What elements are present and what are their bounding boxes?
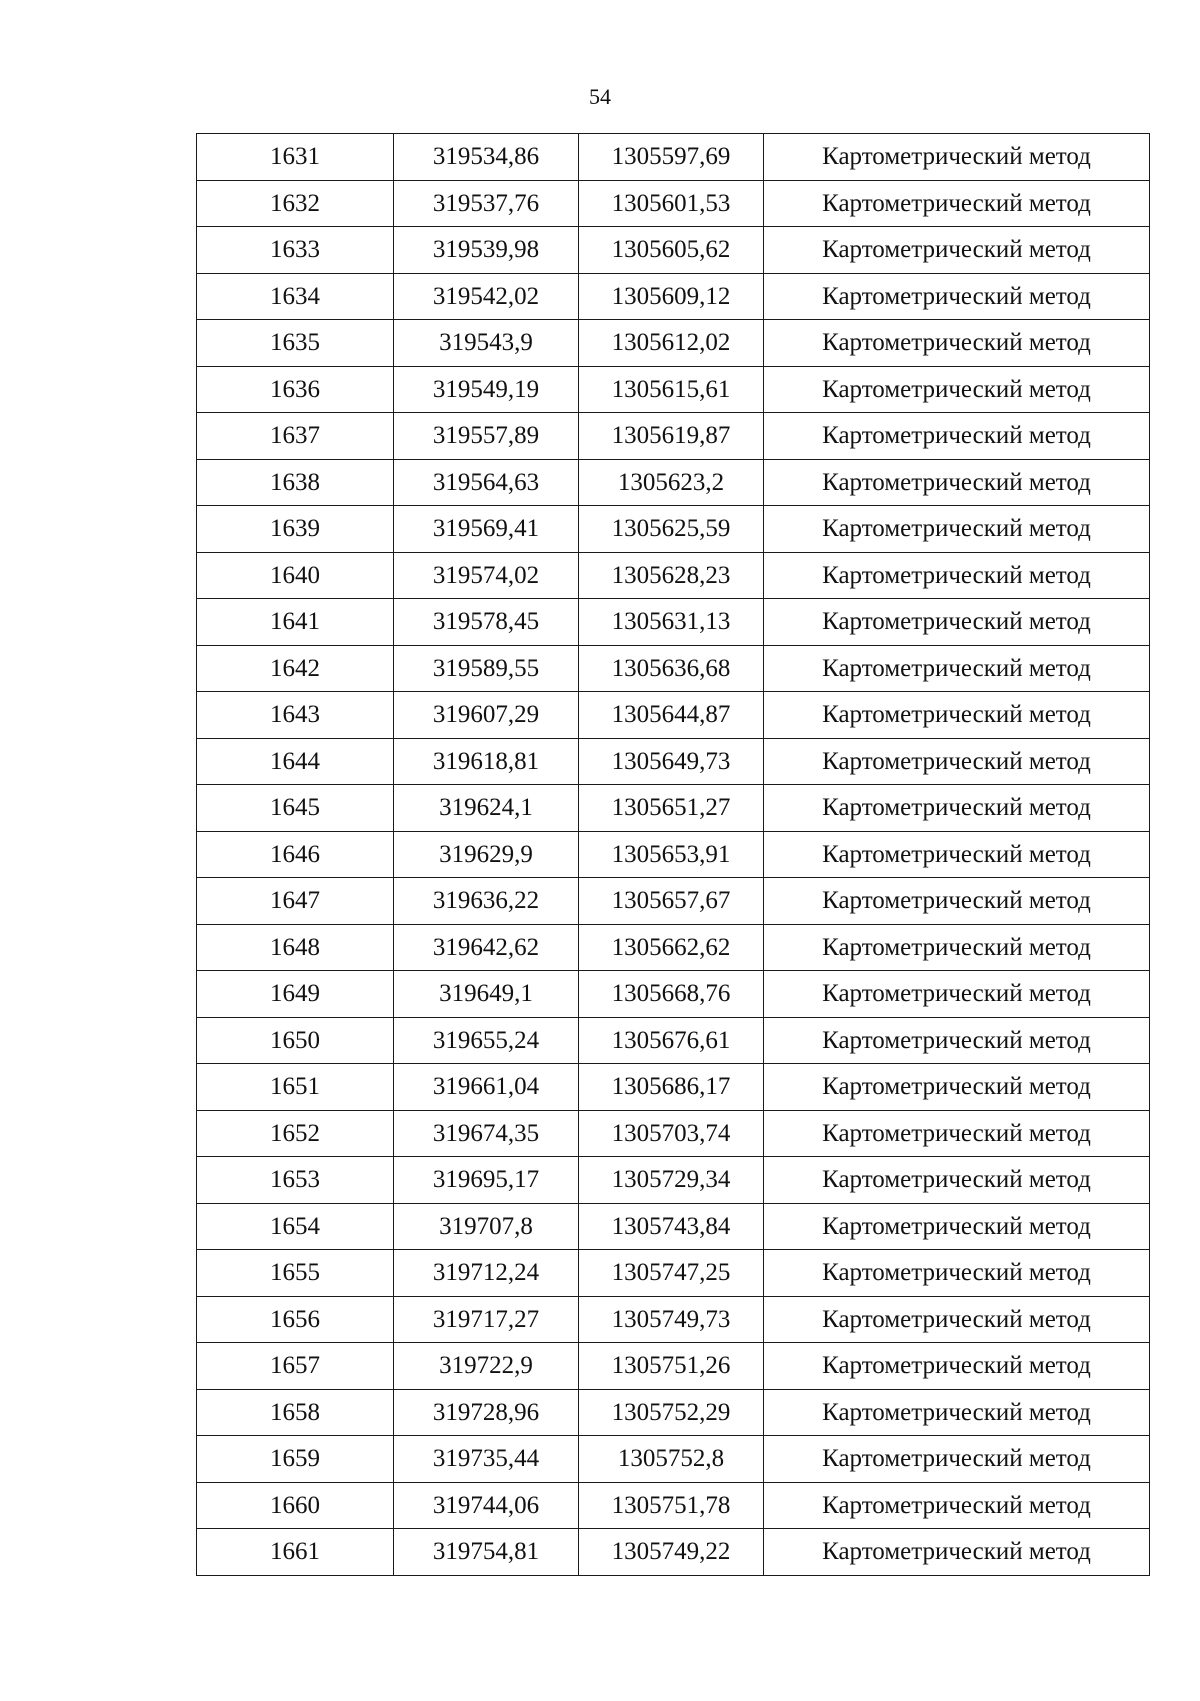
x-coordinate-cell: 319661,04 <box>394 1064 579 1111</box>
x-coordinate-cell: 319557,89 <box>394 413 579 460</box>
table-row <box>197 785 1150 832</box>
y-coordinate-cell: 1305751,78 <box>579 1482 764 1529</box>
point-number-cell: 1650 <box>197 1017 394 1064</box>
method-cell: Картометрический метод <box>764 1436 1150 1483</box>
method-cell: Картометрический метод <box>764 1343 1150 1390</box>
y-coordinate-cell: 1305653,91 <box>579 831 764 878</box>
y-coordinate-cell: 1305625,59 <box>579 506 764 553</box>
table-row <box>197 180 1150 227</box>
method-cell: Картометрический метод <box>764 831 1150 878</box>
x-coordinate-cell: 319578,45 <box>394 599 579 646</box>
table-row <box>197 1157 1150 1204</box>
point-number-cell: 1651 <box>197 1064 394 1111</box>
table-row <box>197 1250 1150 1297</box>
point-number-cell: 1653 <box>197 1157 394 1204</box>
y-coordinate-cell: 1305668,76 <box>579 971 764 1018</box>
point-number-cell: 1633 <box>197 227 394 274</box>
method-cell: Картометрический метод <box>764 320 1150 367</box>
point-number-cell: 1657 <box>197 1343 394 1390</box>
method-cell: Картометрический метод <box>764 738 1150 785</box>
x-coordinate-cell: 319636,22 <box>394 878 579 925</box>
point-number-cell: 1660 <box>197 1482 394 1529</box>
x-coordinate-cell: 319728,96 <box>394 1389 579 1436</box>
point-number-cell: 1644 <box>197 738 394 785</box>
y-coordinate-cell: 1305651,27 <box>579 785 764 832</box>
x-coordinate-cell: 319539,98 <box>394 227 579 274</box>
y-coordinate-cell: 1305703,74 <box>579 1110 764 1157</box>
x-coordinate-cell: 319712,24 <box>394 1250 579 1297</box>
y-coordinate-cell: 1305747,25 <box>579 1250 764 1297</box>
method-cell: Картометрический метод <box>764 1250 1150 1297</box>
x-coordinate-cell: 319735,44 <box>394 1436 579 1483</box>
method-cell: Картометрический метод <box>764 1296 1150 1343</box>
point-number-cell: 1632 <box>197 180 394 227</box>
table-row <box>197 413 1150 460</box>
table-row <box>197 878 1150 925</box>
point-number-cell: 1648 <box>197 924 394 971</box>
table-row <box>197 273 1150 320</box>
y-coordinate-cell: 1305729,34 <box>579 1157 764 1204</box>
method-cell: Картометрический метод <box>764 273 1150 320</box>
method-cell: Картометрический метод <box>764 180 1150 227</box>
method-cell: Картометрический метод <box>764 1529 1150 1576</box>
method-cell: Картометрический метод <box>764 971 1150 1018</box>
point-number-cell: 1647 <box>197 878 394 925</box>
method-cell: Картометрический метод <box>764 785 1150 832</box>
x-coordinate-cell: 319574,02 <box>394 552 579 599</box>
page-number: 54 <box>589 84 611 109</box>
y-coordinate-cell: 1305623,2 <box>579 459 764 506</box>
point-number-cell: 1654 <box>197 1203 394 1250</box>
method-cell: Картометрический метод <box>764 1017 1150 1064</box>
y-coordinate-cell: 1305619,87 <box>579 413 764 460</box>
y-coordinate-cell: 1305597,69 <box>579 134 764 181</box>
table-row <box>197 459 1150 506</box>
method-cell: Картометрический метод <box>764 1482 1150 1529</box>
point-number-cell: 1637 <box>197 413 394 460</box>
point-number-cell: 1646 <box>197 831 394 878</box>
point-number-cell: 1638 <box>197 459 394 506</box>
table-row <box>197 924 1150 971</box>
table-row <box>197 1343 1150 1390</box>
x-coordinate-cell: 319618,81 <box>394 738 579 785</box>
table-row <box>197 1482 1150 1529</box>
y-coordinate-cell: 1305657,67 <box>579 878 764 925</box>
method-cell: Картометрический метод <box>764 878 1150 925</box>
y-coordinate-cell: 1305662,62 <box>579 924 764 971</box>
point-number-cell: 1635 <box>197 320 394 367</box>
method-cell: Картометрический метод <box>764 1110 1150 1157</box>
point-number-cell: 1658 <box>197 1389 394 1436</box>
method-cell: Картометрический метод <box>764 924 1150 971</box>
x-coordinate-cell: 319564,63 <box>394 459 579 506</box>
x-coordinate-cell: 319695,17 <box>394 1157 579 1204</box>
y-coordinate-cell: 1305676,61 <box>579 1017 764 1064</box>
x-coordinate-cell: 319744,06 <box>394 1482 579 1529</box>
method-cell: Картометрический метод <box>764 1203 1150 1250</box>
table-row <box>197 1017 1150 1064</box>
x-coordinate-cell: 319722,9 <box>394 1343 579 1390</box>
point-number-cell: 1640 <box>197 552 394 599</box>
x-coordinate-cell: 319624,1 <box>394 785 579 832</box>
method-cell: Картометрический метод <box>764 134 1150 181</box>
table-row <box>197 599 1150 646</box>
method-cell: Картометрический метод <box>764 366 1150 413</box>
x-coordinate-cell: 319542,02 <box>394 273 579 320</box>
y-coordinate-cell: 1305601,53 <box>579 180 764 227</box>
x-coordinate-cell: 319589,55 <box>394 645 579 692</box>
method-cell: Картометрический метод <box>764 599 1150 646</box>
x-coordinate-cell: 319674,35 <box>394 1110 579 1157</box>
y-coordinate-cell: 1305649,73 <box>579 738 764 785</box>
point-number-cell: 1641 <box>197 599 394 646</box>
method-cell: Картометрический метод <box>764 692 1150 739</box>
coordinates-table-body <box>197 134 1150 1576</box>
table-row <box>197 1296 1150 1343</box>
method-cell: Картометрический метод <box>764 227 1150 274</box>
y-coordinate-cell: 1305749,73 <box>579 1296 764 1343</box>
coordinates-table <box>196 133 1150 1576</box>
point-number-cell: 1643 <box>197 692 394 739</box>
y-coordinate-cell: 1305743,84 <box>579 1203 764 1250</box>
x-coordinate-cell: 319642,62 <box>394 924 579 971</box>
y-coordinate-cell: 1305752,8 <box>579 1436 764 1483</box>
method-cell: Картометрический метод <box>764 1157 1150 1204</box>
method-cell: Картометрический метод <box>764 413 1150 460</box>
table-row <box>197 366 1150 413</box>
y-coordinate-cell: 1305644,87 <box>579 692 764 739</box>
y-coordinate-cell: 1305686,17 <box>579 1064 764 1111</box>
x-coordinate-cell: 319543,9 <box>394 320 579 367</box>
table-row <box>197 1110 1150 1157</box>
point-number-cell: 1639 <box>197 506 394 553</box>
y-coordinate-cell: 1305636,68 <box>579 645 764 692</box>
y-coordinate-cell: 1305605,62 <box>579 227 764 274</box>
point-number-cell: 1652 <box>197 1110 394 1157</box>
point-number-cell: 1655 <box>197 1250 394 1297</box>
y-coordinate-cell: 1305752,29 <box>579 1389 764 1436</box>
method-cell: Картометрический метод <box>764 552 1150 599</box>
point-number-cell: 1649 <box>197 971 394 1018</box>
point-number-cell: 1656 <box>197 1296 394 1343</box>
x-coordinate-cell: 319754,81 <box>394 1529 579 1576</box>
table-row <box>197 645 1150 692</box>
x-coordinate-cell: 319707,8 <box>394 1203 579 1250</box>
point-number-cell: 1642 <box>197 645 394 692</box>
table-row <box>197 506 1150 553</box>
point-number-cell: 1636 <box>197 366 394 413</box>
table-row <box>197 1203 1150 1250</box>
method-cell: Картометрический метод <box>764 645 1150 692</box>
x-coordinate-cell: 319534,86 <box>394 134 579 181</box>
method-cell: Картометрический метод <box>764 506 1150 553</box>
table-row <box>197 552 1150 599</box>
x-coordinate-cell: 319629,9 <box>394 831 579 878</box>
point-number-cell: 1659 <box>197 1436 394 1483</box>
x-coordinate-cell: 319537,76 <box>394 180 579 227</box>
x-coordinate-cell: 319717,27 <box>394 1296 579 1343</box>
point-number-cell: 1631 <box>197 134 394 181</box>
table-row <box>197 1529 1150 1576</box>
table-row <box>197 320 1150 367</box>
y-coordinate-cell: 1305615,61 <box>579 366 764 413</box>
point-number-cell: 1634 <box>197 273 394 320</box>
table-row <box>197 227 1150 274</box>
table-row <box>197 831 1150 878</box>
x-coordinate-cell: 319549,19 <box>394 366 579 413</box>
y-coordinate-cell: 1305631,13 <box>579 599 764 646</box>
y-coordinate-cell: 1305751,26 <box>579 1343 764 1390</box>
x-coordinate-cell: 319607,29 <box>394 692 579 739</box>
y-coordinate-cell: 1305628,23 <box>579 552 764 599</box>
y-coordinate-cell: 1305612,02 <box>579 320 764 367</box>
table-row <box>197 971 1150 1018</box>
y-coordinate-cell: 1305609,12 <box>579 273 764 320</box>
point-number-cell: 1661 <box>197 1529 394 1576</box>
table-row <box>197 1436 1150 1483</box>
x-coordinate-cell: 319569,41 <box>394 506 579 553</box>
table-row <box>197 134 1150 181</box>
x-coordinate-cell: 319655,24 <box>394 1017 579 1064</box>
method-cell: Картометрический метод <box>764 1389 1150 1436</box>
table-row <box>197 738 1150 785</box>
table-row <box>197 1389 1150 1436</box>
table-row <box>197 692 1150 739</box>
x-coordinate-cell: 319649,1 <box>394 971 579 1018</box>
point-number-cell: 1645 <box>197 785 394 832</box>
method-cell: Картометрический метод <box>764 1064 1150 1111</box>
y-coordinate-cell: 1305749,22 <box>579 1529 764 1576</box>
method-cell: Картометрический метод <box>764 459 1150 506</box>
table-row <box>197 1064 1150 1111</box>
